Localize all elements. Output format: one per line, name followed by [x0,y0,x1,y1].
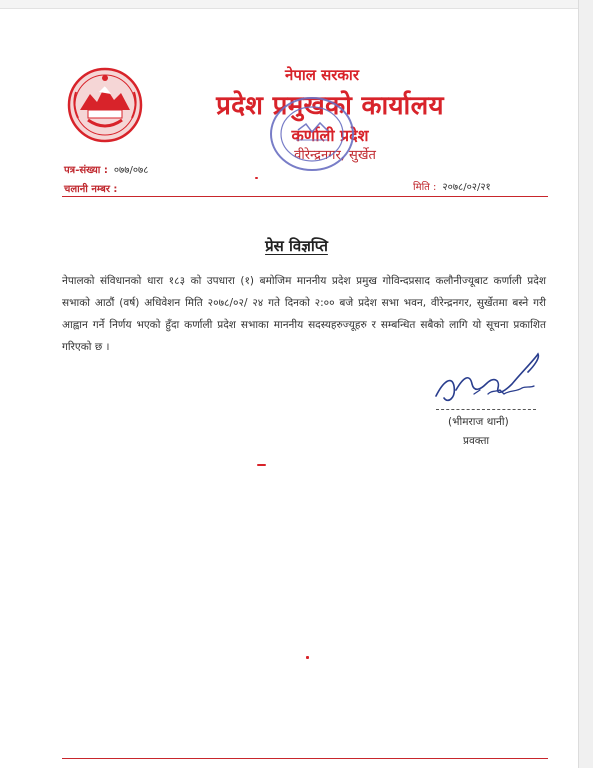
office-stamp-icon [268,94,356,174]
document-title: प्रेस विज्ञप्ति [265,237,328,255]
signature-icon [430,350,546,412]
scan-speck [255,177,258,179]
signatory-name: (भीमराज थानी) [448,416,509,428]
signature-line [436,409,536,410]
date-label: मिति : [413,182,437,193]
footer-divider [62,758,548,759]
date-value: २०७८/०२/२१ [442,182,491,193]
header-province: कर्णाली प्रदेश [291,126,369,145]
signatory-role: प्रवक्ता [463,435,490,447]
dispatch-label: चलानी नम्बर : [64,184,118,195]
document-date [413,179,491,193]
header-divider [62,196,548,197]
reference-label: पत्र-संख्या : [64,165,108,176]
page-edge-top [0,0,593,9]
page-edge-right [578,0,593,768]
reference-number [64,162,148,176]
nepal-emblem-icon [66,66,144,144]
scan-speck [257,464,266,466]
reference-value: ०७७/०७८ [113,165,149,176]
header-city: वीरेन्द्रनगर, सुर्खेत [294,148,376,163]
scan-speck [306,656,309,659]
header-office-name: प्रदेश प्रमुखको कार्यालय [216,91,444,121]
document-body: नेपालको संविधानको धारा १८३ को उपधारा (१) बमोजिम माननीय प्रदेश प्रमुख गोविन्दप्रसाद कलौनीज्यूबाट कर्णाली प्रदेश सभाको आठौं (वर्ष) अधिवेशन मिति २०७८/०२/ २४ गते दिनको २:०० बजे प्रदेश सभा भवन, वीरेन्द्रनगर, सुर्खेतमा बस्ने गरी आह्वान गर्ने निर्णय भएको हुँदा कर्णाली प्रदेश सभाका माननीय सदस्यहरुज्यूहरु र सम्बन्धित सबैको लागि यो सूचना प्रकाशित गरिएको छ । [62,275,546,353]
header-government: नेपाल सरकार [285,66,359,84]
dispatch-number [64,181,123,195]
